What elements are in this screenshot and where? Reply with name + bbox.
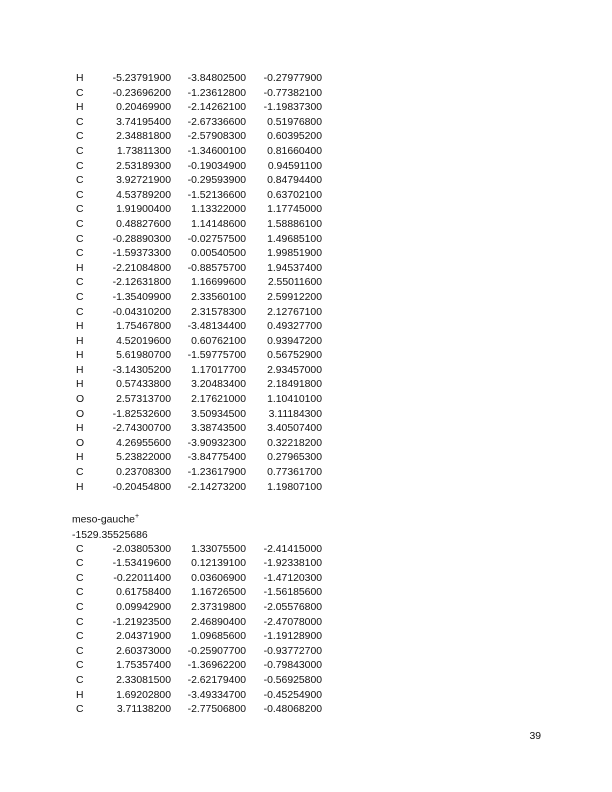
y-coordinate: 1.17017700 xyxy=(191,364,246,376)
element-symbol: H xyxy=(76,379,84,391)
z-coordinate: 0.63702100 xyxy=(267,189,322,201)
coordinate-row xyxy=(72,659,542,674)
z-coordinate: -0.27977900 xyxy=(263,73,322,84)
page-content xyxy=(72,72,542,718)
y-coordinate: -3.90932300 xyxy=(187,437,246,449)
z-coordinate: 0.49327700 xyxy=(267,321,322,333)
element-symbol: C xyxy=(76,558,84,570)
z-coordinate: -1.19837300 xyxy=(263,102,322,114)
x-coordinate: -1.21923500 xyxy=(112,616,171,628)
element-symbol: H xyxy=(76,452,84,464)
coordinates-table-1 xyxy=(72,72,542,495)
y-coordinate: -2.62179400 xyxy=(187,675,246,687)
z-coordinate: 0.56752900 xyxy=(267,350,322,362)
x-coordinate: -2.21084800 xyxy=(112,262,171,274)
element-symbol: C xyxy=(76,233,84,245)
z-coordinate: 1.19807100 xyxy=(267,481,322,493)
coordinate-row xyxy=(72,586,542,601)
element-symbol: C xyxy=(76,602,84,614)
element-symbol: C xyxy=(76,189,84,201)
coordinate-row xyxy=(72,145,542,160)
x-coordinate: 2.04371900 xyxy=(116,631,171,643)
y-coordinate: -2.14273200 xyxy=(187,481,246,493)
z-coordinate: 2.18491800 xyxy=(267,379,322,391)
conformer-title xyxy=(72,509,542,527)
z-coordinate: 1.10410100 xyxy=(267,394,322,406)
x-coordinate: 0.48827600 xyxy=(116,218,171,230)
x-coordinate: 4.53789200 xyxy=(116,189,171,201)
y-coordinate: 3.50934500 xyxy=(191,408,246,420)
y-coordinate: 0.00540500 xyxy=(191,248,246,260)
element-symbol: C xyxy=(76,116,84,128)
coordinate-row xyxy=(72,262,542,277)
element-symbol: C xyxy=(76,175,84,187)
z-coordinate: 1.99851900 xyxy=(267,248,322,260)
y-coordinate: -3.84775400 xyxy=(187,452,246,464)
x-coordinate: 2.60373000 xyxy=(116,645,171,657)
y-coordinate: -0.25907700 xyxy=(187,645,246,657)
z-coordinate: -0.48068200 xyxy=(263,704,322,716)
x-coordinate: -1.59373300 xyxy=(112,248,171,260)
element-symbol: C xyxy=(76,218,84,230)
z-coordinate: 1.58886100 xyxy=(267,218,322,230)
element-symbol: H xyxy=(76,423,84,435)
y-coordinate: 1.33075500 xyxy=(191,543,246,555)
y-coordinate: -1.23617900 xyxy=(187,467,246,479)
x-coordinate: 0.61758400 xyxy=(116,587,171,599)
x-coordinate: 1.75467800 xyxy=(116,321,171,333)
coordinate-row xyxy=(72,481,542,496)
x-coordinate: 3.74195400 xyxy=(116,116,171,128)
z-coordinate: 1.94537400 xyxy=(267,262,322,274)
z-coordinate: -2.47078000 xyxy=(263,616,322,628)
y-coordinate: -0.19034900 xyxy=(187,160,246,172)
z-coordinate: 0.60395200 xyxy=(267,131,322,143)
z-coordinate: 0.32218200 xyxy=(267,437,322,449)
coordinate-row xyxy=(72,630,542,645)
z-coordinate: -0.56925800 xyxy=(263,675,322,687)
coordinate-row xyxy=(72,160,542,175)
coordinate-row xyxy=(72,364,542,379)
x-coordinate: 1.91900400 xyxy=(116,204,171,216)
x-coordinate: -3.14305200 xyxy=(112,364,171,376)
coordinate-row xyxy=(72,437,542,452)
x-coordinate: 5.61980700 xyxy=(116,350,171,362)
coordinate-row xyxy=(72,87,542,102)
y-coordinate: 3.38743500 xyxy=(191,423,246,435)
x-coordinate: -2.12631800 xyxy=(112,277,171,289)
x-coordinate: 1.73811300 xyxy=(116,145,171,157)
element-symbol: C xyxy=(76,248,84,260)
z-coordinate: 2.59912200 xyxy=(267,291,322,303)
y-coordinate: -1.23612800 xyxy=(187,87,246,99)
coordinate-row xyxy=(72,689,542,704)
x-coordinate: 1.75357400 xyxy=(116,660,171,672)
element-symbol: C xyxy=(76,306,84,318)
spacer xyxy=(72,495,542,509)
y-coordinate: -3.84802500 xyxy=(187,73,246,84)
coordinate-row xyxy=(72,203,542,218)
z-coordinate: 1.49685100 xyxy=(267,233,322,245)
coordinate-row xyxy=(72,557,542,572)
element-symbol: C xyxy=(76,204,84,216)
z-coordinate: -1.47120300 xyxy=(263,572,322,584)
y-coordinate: -3.49334700 xyxy=(187,689,246,701)
element-symbol: C xyxy=(76,587,84,599)
element-symbol: C xyxy=(76,467,84,479)
x-coordinate: -1.35409900 xyxy=(112,291,171,303)
y-coordinate: -1.59775700 xyxy=(187,350,246,362)
coordinate-row xyxy=(72,349,542,364)
element-symbol: C xyxy=(76,616,84,628)
x-coordinate: 3.71138200 xyxy=(116,704,171,716)
coordinate-row xyxy=(72,189,542,204)
coordinate-row xyxy=(72,218,542,233)
element-symbol: O xyxy=(76,437,85,449)
z-coordinate: 2.93457000 xyxy=(267,364,322,376)
coordinate-row xyxy=(72,451,542,466)
x-coordinate: -0.20454800 xyxy=(112,481,171,493)
element-symbol: C xyxy=(76,704,84,716)
coordinate-row xyxy=(72,393,542,408)
element-symbol: H xyxy=(76,689,84,701)
coordinate-row xyxy=(72,306,542,321)
element-symbol: H xyxy=(76,335,84,347)
coordinates-table-2 xyxy=(72,543,542,718)
element-symbol: H xyxy=(76,73,84,84)
conformer-energy: -1529.35525686 xyxy=(72,529,148,541)
coordinate-row xyxy=(72,320,542,335)
z-coordinate: -0.77382100 xyxy=(263,87,322,99)
coordinate-row xyxy=(72,174,542,189)
x-coordinate: -0.22011400 xyxy=(113,572,171,584)
y-coordinate: 3.20483400 xyxy=(191,379,246,391)
y-coordinate: -1.34600100 xyxy=(187,145,246,157)
z-coordinate: -0.45254900 xyxy=(263,689,322,701)
coordinate-row xyxy=(72,703,542,718)
z-coordinate: -1.56185600 xyxy=(263,587,322,599)
element-symbol: H xyxy=(76,364,84,376)
y-coordinate: 2.46890400 xyxy=(191,616,246,628)
coordinate-row xyxy=(72,601,542,616)
x-coordinate: 0.23708300 xyxy=(116,467,171,479)
y-coordinate: 1.09685600 xyxy=(191,631,246,643)
coordinate-row xyxy=(72,247,542,262)
y-coordinate: -1.36962200 xyxy=(187,660,246,672)
x-coordinate: 2.53189300 xyxy=(116,160,171,172)
z-coordinate: 2.55011600 xyxy=(267,277,322,289)
z-coordinate: -1.92338100 xyxy=(263,558,322,570)
element-symbol: O xyxy=(76,408,85,420)
y-coordinate: 1.13322000 xyxy=(191,204,246,216)
element-symbol: C xyxy=(76,145,84,157)
z-coordinate: 0.51976800 xyxy=(267,116,322,128)
z-coordinate: 0.77361700 xyxy=(267,467,322,479)
element-symbol: O xyxy=(76,394,85,406)
element-symbol: H xyxy=(76,102,84,114)
element-symbol: H xyxy=(76,481,84,493)
coordinate-row xyxy=(72,116,542,131)
element-symbol: C xyxy=(76,543,84,555)
coordinate-row xyxy=(72,130,542,145)
element-symbol: H xyxy=(76,350,84,362)
y-coordinate: -0.02757500 xyxy=(187,233,246,245)
element-symbol: C xyxy=(76,277,84,289)
element-symbol: H xyxy=(76,321,84,333)
coordinate-row xyxy=(72,572,542,587)
element-symbol: C xyxy=(76,631,84,643)
z-coordinate: 0.93947200 xyxy=(267,335,322,347)
page-number: 39 xyxy=(529,731,541,742)
z-coordinate: 3.40507400 xyxy=(267,423,322,435)
z-coordinate: 1.17745000 xyxy=(267,204,322,216)
x-coordinate: 4.26955600 xyxy=(116,437,171,449)
z-coordinate: 3.11184300 xyxy=(268,408,322,420)
y-coordinate: -2.14262100 xyxy=(187,102,246,114)
coordinate-row xyxy=(72,674,542,689)
y-coordinate: -2.67336600 xyxy=(187,116,246,128)
x-coordinate: 2.57313700 xyxy=(116,394,171,406)
x-coordinate: 3.92721900 xyxy=(116,175,171,187)
z-coordinate: 0.84794400 xyxy=(267,175,322,187)
element-symbol: C xyxy=(76,131,84,143)
y-coordinate: -1.52136600 xyxy=(187,189,246,201)
y-coordinate: 2.17621000 xyxy=(191,394,246,406)
y-coordinate: 0.03606900 xyxy=(191,572,246,584)
z-coordinate: -2.41415000 xyxy=(263,543,322,555)
y-coordinate: 1.16726500 xyxy=(191,587,246,599)
x-coordinate: 2.34881800 xyxy=(116,131,171,143)
x-coordinate: -0.04310200 xyxy=(112,306,171,318)
z-coordinate: -1.19128900 xyxy=(263,631,322,643)
y-coordinate: 2.31578300 xyxy=(191,306,246,318)
charge-superscript: + xyxy=(134,513,140,521)
coordinate-row xyxy=(72,233,542,248)
x-coordinate: 0.57433800 xyxy=(116,379,171,391)
y-coordinate: 2.37319800 xyxy=(191,602,246,614)
element-symbol: C xyxy=(76,572,84,584)
y-coordinate: -0.88575700 xyxy=(187,262,246,274)
coordinate-row xyxy=(72,291,542,306)
coordinate-row xyxy=(72,378,542,393)
element-symbol: C xyxy=(76,675,84,687)
conformer-name: meso-gauche xyxy=(72,514,135,526)
y-coordinate: 0.60762100 xyxy=(191,335,246,347)
x-coordinate: 1.69202800 xyxy=(116,689,171,701)
z-coordinate: -0.93772700 xyxy=(263,645,322,657)
x-coordinate: 4.52019600 xyxy=(116,335,171,347)
x-coordinate: -1.82532600 xyxy=(112,408,171,420)
x-coordinate: 2.33081500 xyxy=(116,675,171,687)
x-coordinate: 0.20469900 xyxy=(116,102,171,114)
x-coordinate: -0.23696200 xyxy=(112,87,171,99)
y-coordinate: 1.14148600 xyxy=(191,218,246,230)
x-coordinate: -2.03805300 xyxy=(112,543,171,555)
y-coordinate: -0.29593900 xyxy=(187,175,246,187)
x-coordinate: -1.53419600 xyxy=(112,558,171,570)
coordinate-row xyxy=(72,101,542,116)
x-coordinate: -5.23791900 xyxy=(112,73,171,84)
coordinate-row xyxy=(72,335,542,350)
element-symbol: C xyxy=(76,645,84,657)
y-coordinate: -2.57908300 xyxy=(187,131,246,143)
coordinate-row xyxy=(72,408,542,423)
z-coordinate: 0.27965300 xyxy=(267,452,322,464)
coordinate-row xyxy=(72,645,542,660)
element-symbol: C xyxy=(76,160,84,172)
coordinate-row xyxy=(72,543,542,558)
z-coordinate: 2.12767100 xyxy=(267,306,322,318)
x-coordinate: 0.09942900 xyxy=(116,602,171,614)
y-coordinate: 2.33560100 xyxy=(191,291,246,303)
z-coordinate: -2.05576800 xyxy=(263,602,322,614)
element-symbol: C xyxy=(76,87,84,99)
element-symbol: C xyxy=(76,291,84,303)
element-symbol: H xyxy=(76,262,84,274)
y-coordinate: -2.77506800 xyxy=(187,704,246,716)
coordinate-row xyxy=(72,466,542,481)
coordinate-row xyxy=(72,276,542,291)
x-coordinate: -2.74300700 xyxy=(112,423,171,435)
z-coordinate: 0.94591100 xyxy=(267,160,322,172)
y-coordinate: 0.12139100 xyxy=(191,558,246,570)
z-coordinate: 0.81660400 xyxy=(267,145,322,157)
coordinate-row xyxy=(72,616,542,631)
coordinate-row xyxy=(72,72,542,87)
z-coordinate: -0.79843000 xyxy=(263,660,322,672)
x-coordinate: -0.28890300 xyxy=(112,233,171,245)
x-coordinate: 5.23822000 xyxy=(116,452,171,464)
element-symbol: C xyxy=(76,660,84,672)
y-coordinate: -3.48134400 xyxy=(187,321,246,333)
y-coordinate: 1.16699600 xyxy=(191,277,246,289)
coordinate-row xyxy=(72,422,542,437)
